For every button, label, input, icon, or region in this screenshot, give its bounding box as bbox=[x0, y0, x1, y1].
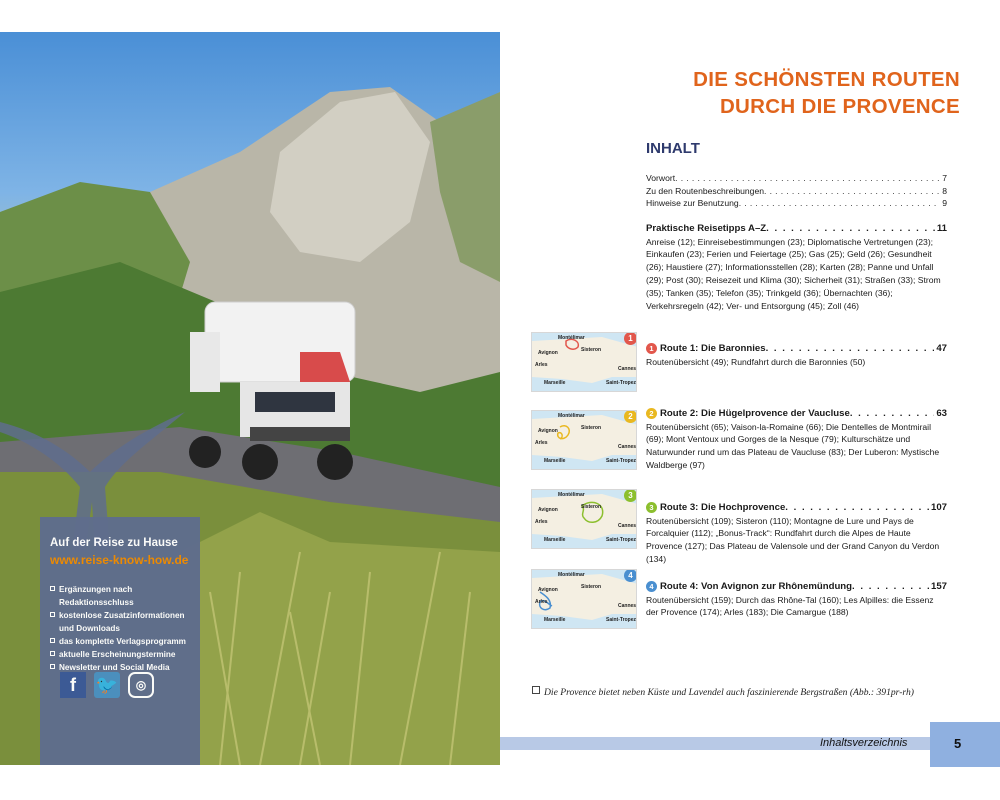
route-number-icon: 4 bbox=[646, 581, 657, 592]
promo-list bbox=[50, 583, 198, 674]
map-label: Montélimar bbox=[558, 492, 585, 498]
route-4-map[interactable] bbox=[531, 569, 637, 629]
route-badge: 4 bbox=[624, 569, 637, 582]
caption-marker-icon bbox=[532, 686, 540, 694]
promo-item: kostenlose Zusatzinformationen bbox=[50, 609, 198, 622]
map-label: Sisteron bbox=[581, 584, 602, 590]
cover-photo bbox=[0, 32, 500, 765]
map-label: Marseille bbox=[544, 617, 566, 623]
map-label: Cannes bbox=[618, 366, 637, 372]
route-4-entry bbox=[646, 581, 947, 619]
map-label: Arles bbox=[535, 362, 548, 368]
route-badge: 3 bbox=[624, 489, 637, 502]
map-label: Montélimar bbox=[558, 413, 585, 419]
page-number: 5 bbox=[954, 736, 962, 751]
route-description: Routenübersicht (159); Durch das Rhône-Tal (160); Les Alpilles: die Essenz der Provence (174); Arles (183); Die Camargue (188) bbox=[646, 594, 934, 618]
toc-page: 8 bbox=[942, 185, 947, 196]
map-label: Cannes bbox=[618, 603, 637, 609]
toc-label: Zu den Routenbeschreibungen bbox=[646, 185, 765, 196]
map-label: Avignon bbox=[538, 350, 558, 356]
toc-label: Route 3: Die Hochprovence bbox=[660, 502, 786, 513]
promo-title: Auf der Reise zu Hause bbox=[50, 537, 178, 549]
footer-bar bbox=[500, 737, 1000, 750]
map-label: Arles bbox=[535, 519, 548, 525]
map-label: Sisteron bbox=[581, 347, 602, 353]
map-label: Montélimar bbox=[558, 335, 585, 341]
map-label: Avignon bbox=[538, 587, 558, 593]
instagram-icon[interactable]: ◎ bbox=[128, 672, 154, 698]
map-label: Saint-Tropez bbox=[606, 380, 637, 386]
toc-entry[interactable] bbox=[646, 172, 947, 185]
toc-entry[interactable] bbox=[646, 223, 947, 236]
route-badge: 1 bbox=[624, 332, 637, 345]
footer-section-label: Inhaltsverzeichnis bbox=[820, 737, 908, 749]
promo-item: und Downloads bbox=[59, 624, 120, 633]
footer-tab bbox=[930, 722, 1000, 767]
toc-page: 9 bbox=[942, 198, 947, 209]
toc-entry[interactable] bbox=[646, 343, 947, 356]
route-3-entry bbox=[646, 502, 947, 566]
route-2-entry bbox=[646, 408, 947, 472]
promo-box bbox=[40, 517, 200, 765]
route-description: Routenübersicht (109); Sisteron (110); Montagne de Lure und Pays de Forcalquier (112); „Bonus-Track“: Rundfahrt durch die Alpes de Haute Provence (127); Das Plateau de Valensole und der Grand Canyon du Verdon (134) bbox=[646, 515, 940, 564]
route-2-map[interactable] bbox=[531, 410, 637, 470]
facebook-icon[interactable]: f bbox=[60, 672, 86, 698]
route-1-entry bbox=[646, 343, 947, 368]
toc-page: 11 bbox=[936, 223, 947, 234]
map-label: Arles bbox=[535, 440, 548, 446]
toc-label: Route 4: Von Avignon zur Rhônemündung bbox=[660, 581, 853, 592]
route-3-map[interactable] bbox=[531, 489, 637, 549]
promo-url-link[interactable]: www.reise-know-how.de bbox=[50, 553, 189, 567]
route-description: Routenübersicht (49); Rundfahrt durch die Baronnies (50) bbox=[646, 356, 866, 367]
toc-page: 63 bbox=[936, 408, 947, 419]
map-label: Saint-Tropez bbox=[606, 537, 637, 543]
toc-entry[interactable] bbox=[646, 197, 947, 210]
twitter-icon[interactable]: 🐦 bbox=[94, 672, 120, 698]
promo-item: das komplette Verlagsprogramm bbox=[50, 635, 198, 648]
route-number-icon: 2 bbox=[646, 408, 657, 419]
toc-page: 7 bbox=[942, 173, 947, 183]
photo-caption bbox=[532, 686, 914, 698]
toc-entry[interactable] bbox=[646, 581, 947, 594]
contents-heading: INHALT bbox=[646, 140, 700, 157]
title-line-1: DIE SCHÖNSTEN ROUTEN bbox=[693, 68, 960, 91]
map-label: Marseille bbox=[544, 380, 566, 386]
toc-label: Praktische Reisetipps A–Z bbox=[646, 223, 767, 234]
toc-label: Route 2: Die Hügelprovence der Vaucluse bbox=[660, 408, 850, 419]
tipps-description: Anreise (12); Einreisebestimmungen (23); Diplomatische Vertretungen (23); Einkaufen (23); Ferien und Feiertage (25); Gas (25); Geld (26); Gesundheit (26); Haustiere (27); Informationsstellen (28); Karten (28); Panne und Unfall (29); Post (30); Reisezeit und Klima (30); Sicherheit (31); Straßen (33); Strom (35); Tanken (35); Telefon (35); Trinkgeld (36); Übernachten (36); Verkehrsregeln (42); Ver- und Entsorgung (45); Zoll (46) bbox=[646, 236, 941, 311]
map-label: Cannes bbox=[618, 523, 637, 529]
map-label: Montélimar bbox=[558, 572, 585, 578]
toc-page: 47 bbox=[936, 343, 947, 354]
route-number-icon: 3 bbox=[646, 502, 657, 513]
map-label: Avignon bbox=[538, 428, 558, 434]
map-label: Saint-Tropez bbox=[606, 617, 637, 623]
page-title bbox=[693, 66, 960, 120]
map-label: Marseille bbox=[544, 458, 566, 464]
tipps-section bbox=[646, 223, 947, 312]
toc-label: Route 1: Die Baronnies bbox=[660, 343, 766, 354]
caption-text: Die Provence bietet neben Küste und Lavendel auch faszinierende Bergstraßen (Abb.: 391pr-rh) bbox=[544, 687, 914, 698]
map-label: Marseille bbox=[544, 537, 566, 543]
promo-item: Ergänzungen nach Redaktionsschluss bbox=[50, 583, 198, 609]
route-badge: 2 bbox=[624, 410, 637, 423]
toc-label: Hinweise zur Benutzung bbox=[646, 198, 739, 209]
toc-entry[interactable] bbox=[646, 185, 947, 198]
map-label: Saint-Tropez bbox=[606, 458, 637, 464]
map-label: Sisteron bbox=[581, 425, 602, 431]
route-number-icon: 1 bbox=[646, 343, 657, 354]
camper-truck bbox=[189, 302, 355, 480]
map-label: Arles bbox=[535, 599, 548, 605]
map-label: Avignon bbox=[538, 507, 558, 513]
toc-page: 107 bbox=[930, 502, 947, 513]
toc-label: Vorwort bbox=[646, 173, 676, 183]
map-label: Sisteron bbox=[581, 504, 602, 510]
route-description: Routenübersicht (65); Vaison-la-Romaine (66); Die Dentelles de Montmirail (69); Mont Ventoux und Gorges de la Nesque (79); Kulturschätze und Naturwunder rund um das Plateau de Vaucluse (83); Der Luberon: Mystische Waldberge (97) bbox=[646, 421, 940, 470]
toc-page: 157 bbox=[930, 581, 947, 592]
front-matter-list bbox=[646, 172, 947, 210]
social-icons bbox=[60, 672, 154, 698]
promo-item: aktuelle Erscheinungstermine bbox=[50, 648, 198, 661]
toc-entry[interactable] bbox=[646, 502, 947, 515]
map-label: Cannes bbox=[618, 444, 637, 450]
toc-entry[interactable] bbox=[646, 408, 947, 421]
route-1-map[interactable] bbox=[531, 332, 637, 392]
promo-item: Newsletter und Social Media bbox=[50, 661, 198, 674]
title-line-2: DURCH DIE PROVENCE bbox=[719, 95, 960, 118]
